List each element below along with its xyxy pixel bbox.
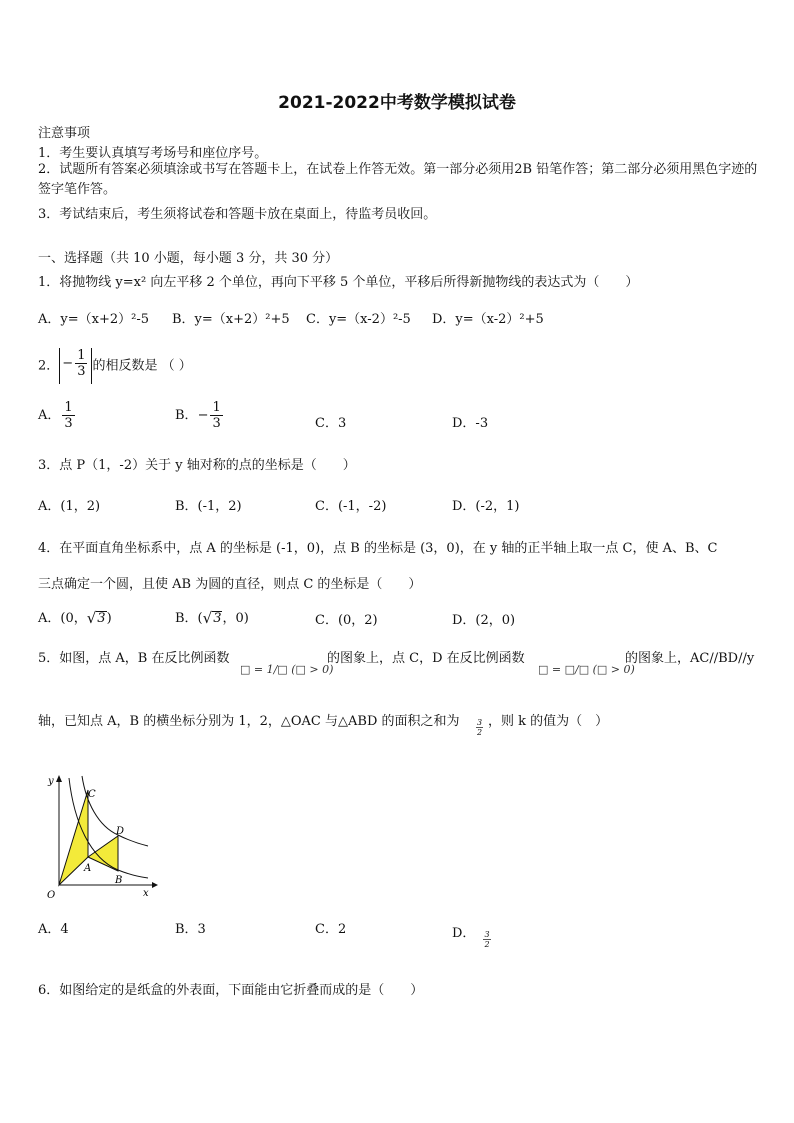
q2-a-den: 3 <box>64 416 73 431</box>
q5-stem-2b: ，则 k 的值为（ ） <box>488 714 609 729</box>
point-label-a: A <box>84 863 92 874</box>
q2-tail: 的相反数是 （ ） <box>92 358 192 374</box>
q6-stem: 6．如图给定的是纸盒的外表面，下面能由它折叠而成的是（ ） <box>38 983 424 998</box>
q2-b-den: 3 <box>212 416 221 431</box>
q3-stem: 3．点 P（1，-2）关于 y 轴对称的点的坐标是（ ） <box>38 458 356 473</box>
q2-option-a <box>38 400 77 431</box>
notice-item-1: 1．考生要认真填写考场号和座位序号。 <box>38 146 268 161</box>
q5-formula-1 <box>240 662 333 677</box>
q1-option-b: B．y=（x+2）²+5 <box>172 312 290 327</box>
q4-b-pre: B．( <box>175 611 203 626</box>
notice-item-3: 3．考试结束后，考生须将试卷和答题卡放在桌面上，待监考员收回。 <box>38 207 437 222</box>
q5-option-c: C．2 <box>315 922 347 937</box>
q4-b-sqrt: √ 3 <box>202 609 222 627</box>
q2-b-sign: − <box>197 408 209 423</box>
notice-item-2: 2．试题所有答案必须填涂或书写在答题卡上，在试卷上作答无效。第一部分必须用2B 铅笔作答；第二部分必须用黑色字迹的签字笔作答。 <box>38 162 758 197</box>
triangle-abd <box>88 836 118 871</box>
q2-fraction-num: 1 <box>77 348 86 363</box>
q1-option-c: C．y=（x-2）²-5 <box>306 312 411 327</box>
q2-fraction-den: 3 <box>77 364 86 379</box>
q2-option-b-frac <box>210 400 222 431</box>
q5-option-d-label: D． <box>452 926 476 941</box>
q3-option-a: A．(1，2) <box>38 499 101 514</box>
q2-minus: − <box>62 356 74 371</box>
curve-upper <box>82 776 148 846</box>
q4-a-radicand: 3 <box>97 611 106 626</box>
axis-label-y: y <box>48 776 54 787</box>
section-heading: 一、选择题（共 10 小题，每小题 3 分，共 30 分） <box>38 251 339 266</box>
q2-option-b <box>175 400 225 431</box>
q5-formula-2 <box>538 662 635 677</box>
axis-label-x: x <box>143 888 149 899</box>
q2-option-c: C．3 <box>315 416 347 431</box>
q4-a-sqrt: √ 3 <box>86 609 106 627</box>
q5-option-b: B．3 <box>175 922 206 937</box>
point-label-b: B <box>115 875 123 886</box>
q4-stem-line2: 三点确定一个圆，且使 AB 为圆的直径，则点 C 的坐标是（ ） <box>38 577 422 592</box>
q2-a-num: 1 <box>64 400 73 415</box>
q2-stem <box>38 348 192 384</box>
q1-option-a: A．y=（x+2）²-5 <box>38 312 149 327</box>
page-title: 2021-2022中考数学模拟试卷 <box>278 93 516 113</box>
q2-option-d: D．-3 <box>452 416 489 431</box>
q5-formula-2-text: □ = □/□ (□ > 0) <box>538 663 635 676</box>
point-label-o: O <box>47 890 56 900</box>
q2-b-num: 1 <box>212 400 221 415</box>
q5-option-a: A．4 <box>38 922 69 937</box>
point-label-d: D <box>116 826 125 837</box>
q3-option-b: B．(-1，2) <box>175 499 242 514</box>
q5-stem-2a: 轴，已知点 A，B 的横坐标分别为 1，2，△OAC 与△ABD 的面积之和为 <box>38 714 460 729</box>
q2-option-b-label: B． <box>175 408 198 423</box>
q4-stem-line1: 4．在平面直角坐标系中，点 A 的坐标是 (-1，0)，点 B 的坐标是 (3，0)，在 y 轴的正半轴上取一点 C，使 A、B、C <box>38 541 718 556</box>
q5-stem-1a: 5．如图，点 A，B 在反比例函数 <box>38 651 230 666</box>
notice-heading: 注意事项 <box>38 126 91 141</box>
q5-figure <box>40 772 160 900</box>
q5-stem-1c: 的图象上，AC//BD//y <box>625 651 755 666</box>
q5-sum-num: 3 <box>477 718 483 727</box>
x-axis-arrow <box>152 882 158 888</box>
q2-fraction <box>75 348 87 379</box>
q5-sum-frac <box>476 718 483 737</box>
q5-formula-1-text: □ = 1/□ (□ > 0) <box>240 663 334 676</box>
q5-sum-den: 2 <box>477 728 483 737</box>
q4-option-b <box>175 607 249 626</box>
q4-a-pre: A．(0， <box>38 611 87 626</box>
q5-option-d <box>452 918 491 949</box>
point-label-c: C <box>88 789 96 800</box>
q5-d-den: 2 <box>484 940 490 949</box>
q2-option-a-frac <box>62 400 74 431</box>
q4-b-post: ，0) <box>222 611 249 626</box>
q1-option-d: D．y=（x-2）²+5 <box>432 312 544 327</box>
y-axis-arrow <box>56 775 62 782</box>
q4-a-post: ) <box>106 611 112 626</box>
q4-b-radicand: 3 <box>213 611 222 626</box>
q5-stem-1b: 的图象上，点 C，D 在反比例函数 <box>327 651 525 666</box>
q2-option-a-label: A． <box>38 408 61 423</box>
q4-option-a <box>38 607 112 626</box>
q3-option-d: D．(-2，1) <box>452 499 520 514</box>
q2-number: 2． <box>38 358 60 374</box>
q4-option-c: C．(0，2) <box>315 613 378 628</box>
q5-d-num: 3 <box>484 930 490 939</box>
q4-option-d: D．(2，0) <box>452 613 516 628</box>
q3-option-c: C．(-1，-2) <box>315 499 387 514</box>
q2-absolute-value <box>59 348 92 384</box>
q1-stem: 1．将抛物线 y=x² 向左平移 2 个单位，再向下平移 5 个单位，平移后所得新抛物线的表达式为（ ） <box>38 275 639 290</box>
